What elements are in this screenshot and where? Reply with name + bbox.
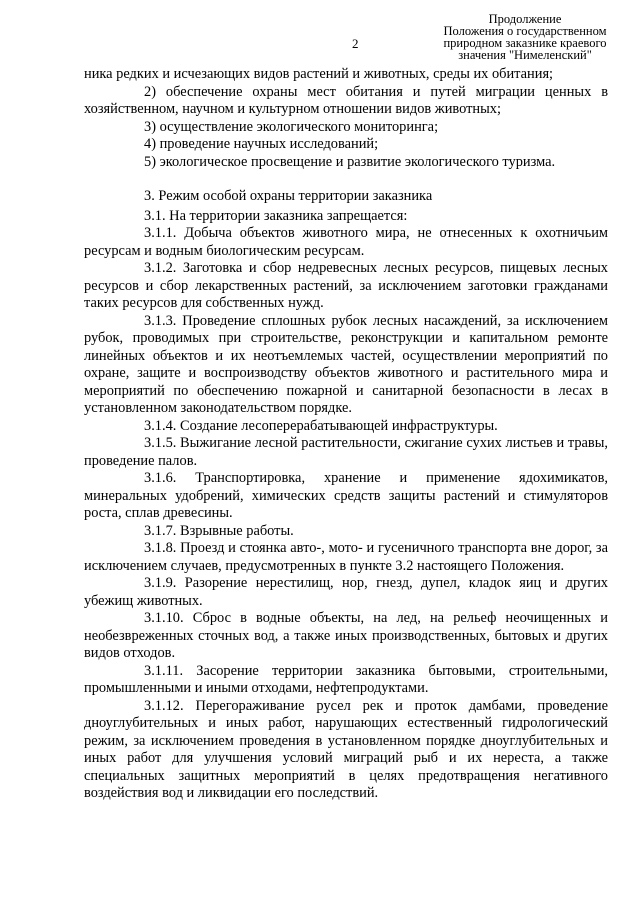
paragraph-3-1-9: 3.1.9. Разорение нерестилищ, нор, гнезд, дупел, кладок яиц и других убежищ животных. — [84, 575, 608, 609]
paragraph-3-1-5: 3.1.5. Выжигание лесной растительности, сжигание сухих листьев и травы, проведение палов. — [84, 435, 608, 469]
paragraph-3-1-8: 3.1.8. Проезд и стоянка авто-, мото- и гусеничного транспорта вне дорог, за исключением случаев, предусмотренных в пункте 3.2 настоящего Положения. — [84, 540, 608, 574]
header-note-line: Продолжение — [488, 12, 562, 26]
paragraph-3-1-12: 3.1.12. Перегораживание русел рек и проток дамбами, проведение дноуглубительных и иных работ, нарушающих естественный гидрологический режим, за исключением проведения в установленном порядке дноуглубительных и иных работ для улучшения условий миграций рыб и их нереста, а также специальных защитных мероприятий в целях предотвращения негативного воздействия вод и ликвидации его последствий. — [84, 697, 608, 801]
paragraph-goal-2: 2) обеспечение охраны мест обитания и путей миграции ценных в хозяйственном, научном и культурном отношении видов животных; — [84, 83, 608, 117]
paragraph-3-1-2: 3.1.2. Заготовка и сбор недревесных лесных ресурсов, пищевых лесных ресурсов и сбор лекарственных растений, за исключением заготовки гражданами таких ресурсов для собственных нужд. — [84, 260, 608, 311]
paragraph-3-1-1: 3.1.1. Добыча объектов животного мира, не отнесенных к охотничьим ресурсам и водным биологическим ресурсам. — [84, 225, 608, 259]
paragraph-3-1-3: 3.1.3. Проведение сплошных рубок лесных насаждений, за исключением рубок, проводимых при строительстве, реконструкции и капитальном ремонте линейных объектов и их неотъемлемых частей, осуществлении мероприятий по охране, защите и воспроизводству объектов животного и растительного мира и мероприятий по обеспечению пожарной и санитарной безопасности в лесах в установленном законодательством порядке. — [84, 312, 608, 416]
paragraph-continuation: ника редких и исчезающих видов растений и животных, среды их обитания; — [84, 66, 554, 82]
paragraph-3-1-4: 3.1.4. Создание лесоперерабатывающей инфраструктуры. — [144, 417, 498, 434]
paragraph-3-1-6: 3.1.6. Транспортировка, хранение и применение ядохимикатов, минеральных удобрений, химических средств защиты растений и стимуляторов роста, сплав древесины. — [84, 470, 608, 521]
header-note-line: значения "Нимеленский" — [458, 48, 592, 62]
paragraph-3-1-11: 3.1.11. Засорение территории заказника бытовыми, строительными, промышленными и иными отходами, нефтепродуктами. — [84, 662, 608, 696]
paragraph-3-1: 3.1. На территории заказника запрещается: — [144, 207, 408, 224]
document-body — [84, 66, 608, 803]
page-number: 2 — [352, 36, 359, 51]
paragraph-goal-3: 3) осуществление экологического мониторинга; — [144, 118, 439, 135]
paragraph-3-1-10: 3.1.10. Сброс в водные объекты, на лед, на рельеф неочищенных и необезвреженных сточных вод, а также иных производственных, бытовых и других видов отходов. — [84, 610, 608, 661]
paragraph-goal-4: 4) проведение научных исследований; — [144, 136, 379, 152]
header-note-line: Положения о государственном — [443, 24, 607, 38]
header-note — [430, 13, 620, 61]
header-note-line: природном заказнике краевого — [443, 36, 607, 50]
paragraph-3-1-7: 3.1.7. Взрывные работы. — [144, 522, 294, 539]
paragraph-goal-5: 5) экологическое просвещение и развитие экологического туризма. — [144, 153, 556, 170]
section-title: 3. Режим особой охраны территории заказника — [144, 188, 433, 204]
